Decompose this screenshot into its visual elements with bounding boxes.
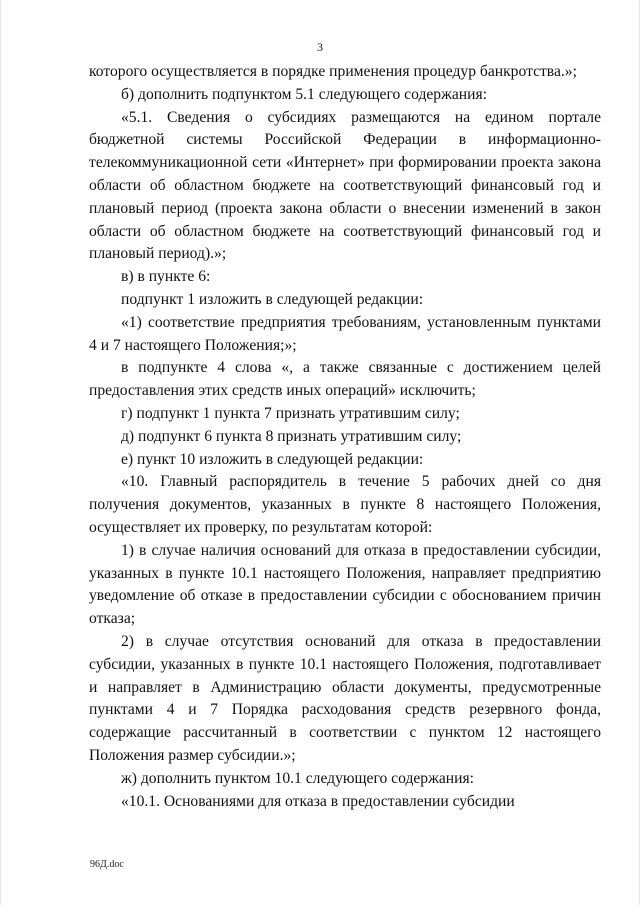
paragraph-10: е) пункт 10 изложить в следующей редакции: — [121, 450, 424, 468]
paragraph-1: которого осуществляется в порядке применения процедур банкротства.»; — [89, 63, 577, 80]
paragraph-14: ж) дополнить пунктом 10.1 следующего содержания: — [121, 769, 474, 787]
paragraph-9: д) подпункт 6 пункта 8 признать утратившим силу; — [121, 427, 462, 445]
document-body — [89, 61, 601, 813]
paragraph-4: в) в пункте 6: — [121, 268, 211, 286]
paragraph-6: «1) соответствие предприятия требованиям, установленным пунктами 4 и 7 настоящего Положения;»; — [89, 313, 601, 354]
paragraph-15: «10.1. Основаниями для отказа в предоставлении субсидии — [121, 792, 515, 810]
page-number: 3 — [317, 40, 323, 54]
paragraph-12: 1) в случае наличия оснований для отказа в предоставлении субсидии, указанных в пункте 10.1 настоящего Положения, направляет предприятию уведомление об отказе в предоставлении субсидии с обоснованием причин отказа; — [89, 541, 601, 628]
paragraph-11: «10. Главный распорядитель в течение 5 рабочих дней со дня получения документов, указанных в пункте 8 настоящего Положения, осуществляет их проверку, по результатам которой: — [89, 473, 601, 536]
paragraph-13: 2) в случае отсутствия оснований для отказа в предоставлении субсидии, указанных в пункте 10.1 настоящего Положения, подготавливает и направляет в Администрацию области документы, предусмотренные пунктами 4 и 7 Порядка расходования средств резервного фонда, содержащие рассчитанный в соответствии с пунктом 12 настоящего Положения размер субсидии.»; — [89, 632, 601, 764]
paragraph-2: б) дополнить подпунктом 5.1 следующего содержания: — [121, 85, 487, 103]
paragraph-5: подпункт 1 изложить в следующей редакции: — [121, 290, 424, 308]
paragraph-8: г) подпункт 1 пункта 7 признать утратившим силу; — [121, 404, 460, 422]
footer-filename: 96Д.doc — [90, 859, 124, 870]
paragraph-3: «5.1. Сведения о субсидиях размещаются на едином портале бюджетной системы Российской Федерации в информационно-телекоммуникационной сети «Интернет» при формировании проекта закона области об областном бюджете на соответствующий финансовый год и плановый период (проекта закона области о внесении изменений в закон области об областном бюджете на соответствующий финансовый год и плановый период).»; — [89, 108, 601, 263]
paragraph-7: в подпункте 4 слова «, а также связанные с достижением целей предоставления этих средств иных операций» исключить; — [89, 359, 601, 400]
